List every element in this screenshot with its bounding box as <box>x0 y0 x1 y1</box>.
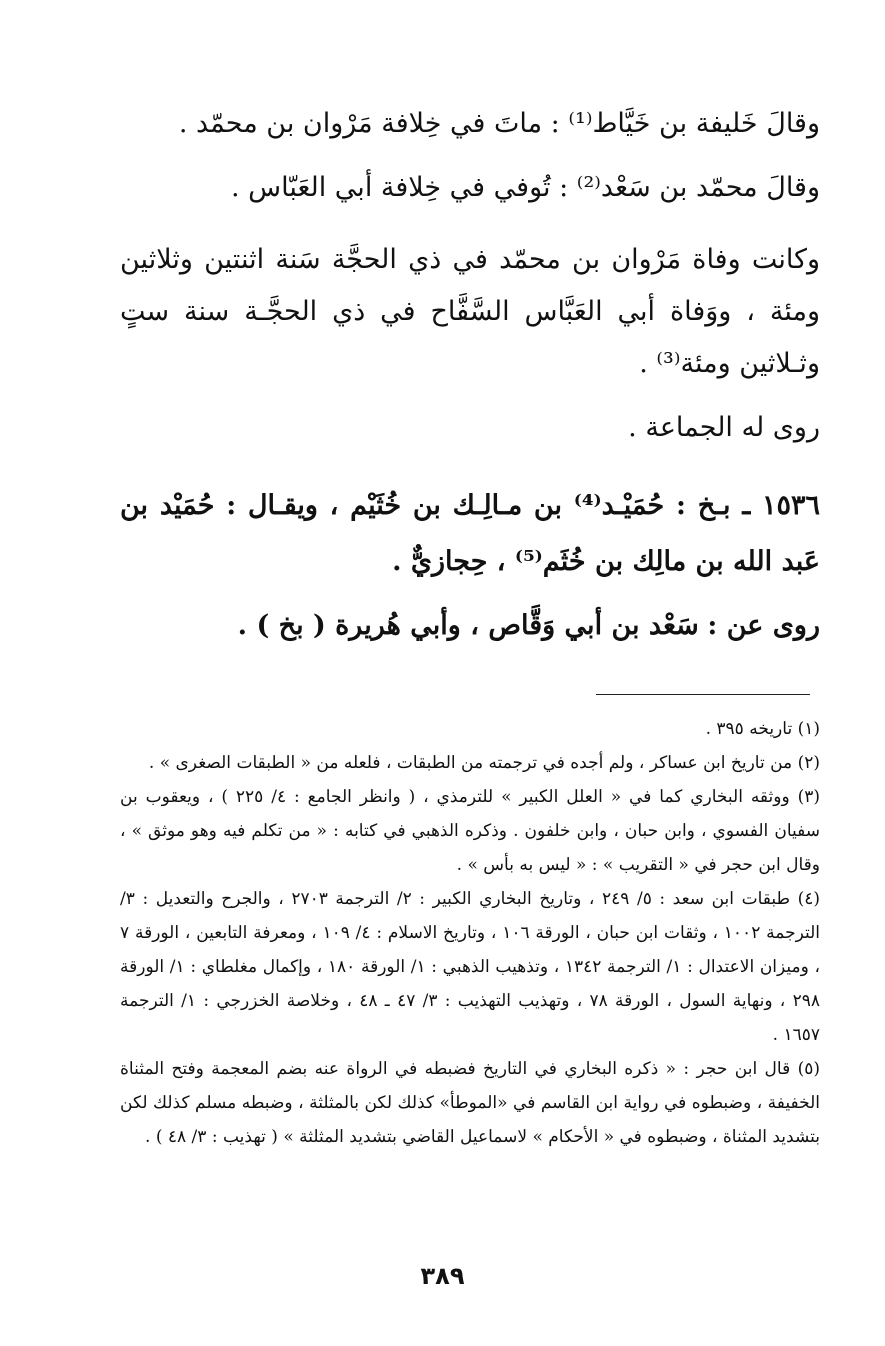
narrated-from-label: روى عن : <box>707 610 820 641</box>
biography-entry-heading <box>120 478 820 590</box>
footnote-divider <box>596 694 810 695</box>
narrated-from-text: سَعْد بن أبي وَقَّاص ، وأبي هُريرة ( بخ ) . <box>237 610 699 641</box>
line-ibn-saad: وقالَ محمّد بن سَعْد⁽²⁾ : تُوفي في خِلافة أبي العَبّاس . <box>230 172 820 203</box>
footnote-4: (٤) طبقات ابن سعد : ٥/ ٢٤٩ ، وتاريخ البخاري الكبير : ٢/ الترجمة ٢٧٠٣ ، والجرح والتعديل : ٣/ الترجمة ١٠٠٢ ، وثقات ابن حبان ، الورقة ١٠٦ ، وتاريخ الاسلام : ٤/ ١٠٩ ، ومعرفة التابعين ، الورقة ٧ ، وميزان الاعتدال : ١/ الترجمة ١٣٤٢ ، وتذهيب الذهبي : ١/ الورقة ١٨٠ ، وإكمال مغلطاي : ١/ الورقة ٢٩٨ ، ونهاية السول ، الورقة ٧٨ ، وتهذيب التهذيب : ٣/ ٤٧ ـ ٤٨ ، وخلاصة الخزرجي : ١/ الترجمة ١٦٥٧ . <box>120 889 821 1045</box>
footnote-2: (٢) من تاريخ ابن عساكر ، ولم أجده في ترجمته من الطبقات ، فلعله من « الطبقات الصغرى » . <box>148 753 820 773</box>
death-dates-text: وكانت وفاة مَرْوان بن محمّد في ذي الحجَّة سَنة اثنتين وثلاثين ومئة ، ووَفاة أبي العَبَّاس السَّفَّاح في ذي الحجَّـة سنة ستٍ وثـلاثين ومئة⁽³⁾ . <box>120 244 820 379</box>
text-line-ibn-saad <box>120 162 820 214</box>
footnote-1: (١) تاريخه ٣٩٥ . <box>705 719 820 739</box>
footnote-3: (٣) ووثقه البخاري كما في « العلل الكبير » للترمذي ، ( وانظر الجامع : ٤/ ٢٢٥ ) ، ويعقوب بن سفيان الفسوي ، وابن حبان ، وابن خلفون . وذكره الذهبي في كتابه : « من تكلم فيه وهو موثق » ، وقال ابن حجر في « التقريب » : « ليس به بأس » . <box>120 787 820 875</box>
line-khalifa: وقالَ خَليفة بن خَيَّاط⁽¹⁾ : ماتَ في خِلافة مَرْوان بن محمّد . <box>178 108 820 139</box>
footnotes <box>120 712 820 1154</box>
narrated-from-line <box>120 600 820 652</box>
footnote-5: (٥) قال ابن حجر : « ذكره البخاري في التاريخ فضبطه في الرواة عنه بضم المعجمة وفتح المثناة الخفيفة ، وضبطوه في رواية ابن القاسم في «الموطأ» كذلك لكن بالمثلثة ، وضبطه مسلم كذلك لكن بتشديد المثناة ، وضبطوه في « الأحكام » لاسماعيل القاضي بتشديد المثلثة » ( تهذيب : ٣/ ٤٨ ) . <box>120 1059 820 1147</box>
paragraph-death-dates <box>120 234 820 390</box>
text-line-khalifa <box>120 98 820 150</box>
page-number: ٣٨٩ <box>420 1262 465 1290</box>
text-line-jamaa <box>120 402 820 454</box>
jamaa-text: روى له الجماعة . <box>628 412 820 443</box>
entry-1536-text: ١٥٣٦ ـ بـخ : حُمَيْـد⁽⁴⁾ بن مـالِـك بن خُثَيْم ، ويقـال : حُمَيْد بن عَبد الله بن مالِك بن خُثَم⁽⁵⁾ ، حِجازيٌّ . <box>120 490 821 577</box>
